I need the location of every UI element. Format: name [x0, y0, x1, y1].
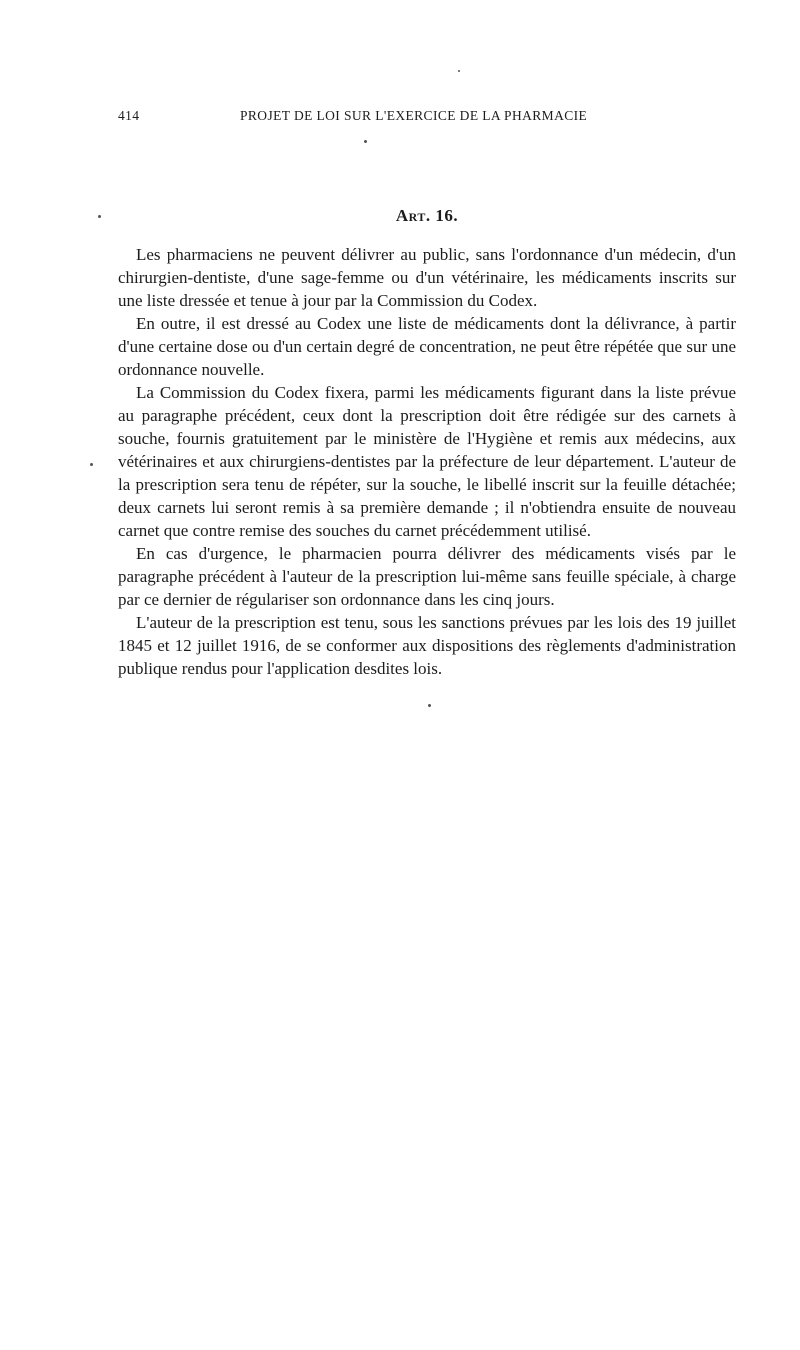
running-head — [118, 108, 738, 132]
paragraph-5: L'auteur de la prescription est tenu, sous les sanctions prévues par les lois des 19 juillet 1845 et 12 juillet 1916, de se conformer aux dispositions des règlements d'administration publique rendus pour l'application desdites lois. — [118, 613, 736, 678]
article-heading — [118, 206, 736, 226]
paragraph-2: En outre, il est dressé au Codex une liste de médicaments dont la délivrance, à partir d'une certaine dose ou d'un certain degré de concentration, ne peut être répétée que sur une ordonnance nouvelle. — [118, 314, 736, 379]
article-prefix: Art. — [395, 206, 431, 225]
print-speck — [458, 70, 460, 72]
print-speck — [98, 215, 101, 218]
running-title: PROJET DE LOI SUR L'EXERCICE DE LA PHARMACIE — [240, 108, 588, 123]
article-number: 16. — [435, 206, 459, 225]
print-speck — [90, 463, 93, 466]
print-speck — [364, 140, 367, 143]
paragraph-3: La Commission du Codex fixera, parmi les médicaments figurant dans la liste prévue au paragraphe précédent, ceux dont la prescription doit être rédigée sur des carnets à souche, fournis gratuitement par le ministère de l'Hygiène et remis aux médecins, aux vétérinaires et aux chirurgiens-dentistes par la préfecture de leur département. L'auteur de la prescription sera tenu de répéter, sur la souche, le libellé inscrit sur la feuille détachée; deux carnets lui seront remis à sa première demande ; il n'obtiendra ensuite de nouveau carnet que contre remise des souches du carnet précédemment utilisé. — [118, 383, 736, 540]
print-speck — [428, 704, 431, 707]
paragraph-1: Les pharmaciens ne peuvent délivrer au public, sans l'ordonnance d'un médecin, d'un chirurgien-dentiste, d'une sage-femme ou d'un vétérinaire, les médicaments inscrits sur une liste dressée et tenue à jour par la Commission du Codex. — [118, 245, 736, 310]
article-body — [118, 243, 736, 680]
page-number: 414 — [118, 108, 140, 123]
paragraph-4: En cas d'urgence, le pharmacien pourra délivrer des médicaments visés par le paragraphe précédent à l'auteur de la prescription lui-même sans feuille spéciale, à charge par ce dernier de régulariser son ordonnance dans les cinq jours. — [118, 544, 736, 609]
